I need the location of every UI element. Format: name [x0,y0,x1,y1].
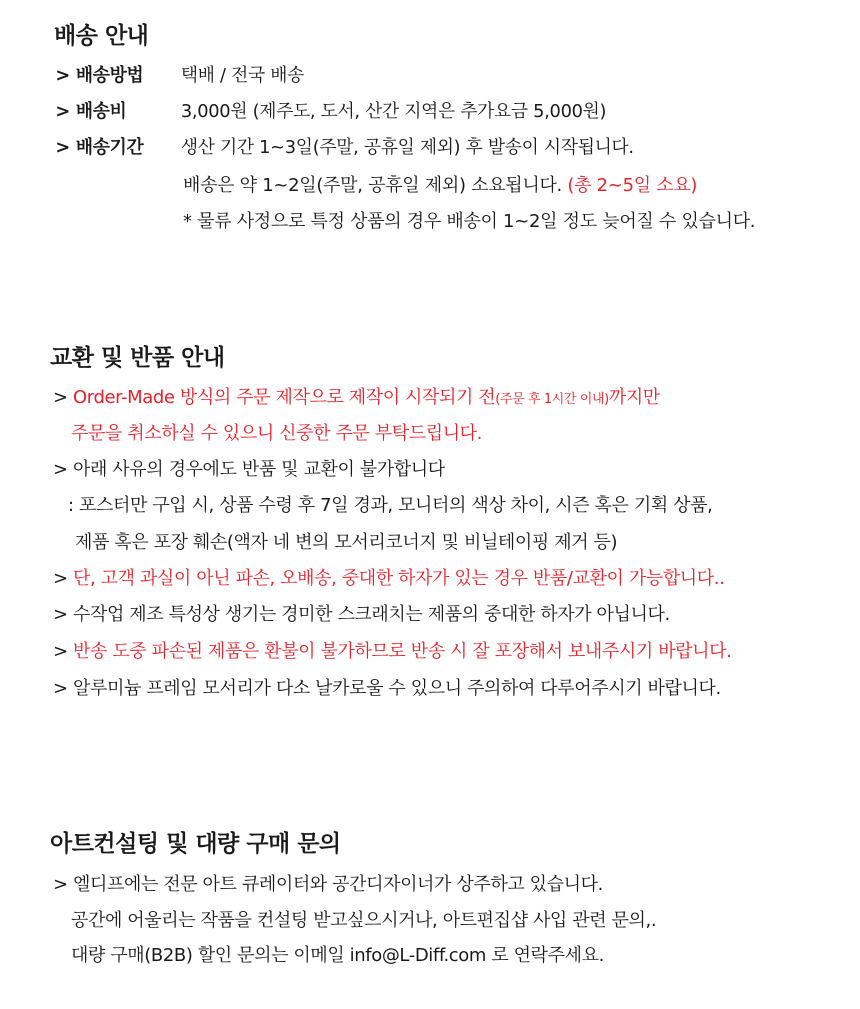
exchange-line-1-note: (주문 후 1시간 이내) [495,392,609,407]
exchange-line-1-prefix: > [53,387,68,408]
exchange-line-4: : 포스터만 구입 시, 상품 수령 후 7일 경과, 모니터의 색상 차이, 시즌 혹은 기획 상품, [68,495,713,516]
exchange-line-5: 제품 혹은 포장 훼손(액자 네 변의 모서리코너지 및 비닐테이핑 제거 등) [75,532,618,553]
exchange-line-8 [53,637,731,663]
consult-title: 아트컨설팅 및 대량 구매 문의 [50,831,341,857]
exchange-line-1-red: Order-Made 방식의 주문 제작으로 제작이 시작되기 전 [73,387,496,408]
exchange-line-6-red: 단, 고객 과실이 아닌 파손, 오배송, 중대한 하자가 있는 경우 반품/교환이 가능합니다.. [73,568,725,589]
exchange-line-1 [53,383,660,409]
exchange-line-6-prefix: > [53,568,68,589]
shipping-title: 배송 안내 [54,23,149,49]
exchange-title: 교환 및 반품 안내 [50,345,225,371]
shipping-period-row [0,133,850,157]
exchange-line-7: > 수작업 제조 특성상 생기는 경미한 스크래치는 제품의 중대한 하자가 아닙니다. [53,604,670,625]
exchange-line-3: > 아래 사유의 경우에도 반품 및 교환이 불가합니다 [53,459,445,480]
exchange-line-8-prefix: > [53,641,68,662]
shipping-total-period: (총 2~5일 소요) [567,175,698,196]
shipping-period-line1: 생산 기간 1~3일(주말, 공휴일 제외) 후 발송이 시작됩니다. [180,137,634,158]
consult-line-2: 공간에 어울리는 작품을 컨설팅 받고싶으시거나, 아트편집샵 사입 관련 문의,. [71,910,657,931]
exchange-line-8-red: 반송 도중 파손된 제품은 환불이 불가하므로 반송 시 잘 포장해서 보내주시기 바랍니다. [73,641,732,662]
consult-line-1: > 엘디프에는 전문 아트 큐레이터와 공간디자이너가 상주하고 있습니다. [53,874,603,895]
exchange-line-9: > 알루미늄 프레임 모서리가 다소 날카로울 수 있으니 주의하여 다루어주시기 바랍니다. [53,678,721,699]
shipping-method-value: 택배 / 전국 배송 [180,65,304,86]
shipping-period-line2-text: 배송은 약 1~2일(주말, 공휴일 제외) 소요됩니다. [183,175,562,196]
shipping-period-note: * 물류 사정으로 특정 상품의 경우 배송이 1~2일 정도 늦어질 수 있습니다. [183,211,756,232]
exchange-line-2: 주문을 취소하실 수 있으니 신중한 주문 부탁드립니다. [71,423,482,444]
exchange-line-1-end: 까지만 [608,387,660,408]
shipping-fee-label: > 배송비 [55,101,127,122]
shipping-period-label: > 배송기간 [55,137,144,158]
shipping-method-label: > 배송방법 [55,65,144,86]
shipping-period-line2 [183,171,697,197]
shipping-fee-value: 3,000원 (제주도, 도서, 산간 지역은 추가요금 5,000원) [180,101,607,122]
exchange-line-6 [53,564,724,590]
shipping-fee-row [0,97,850,121]
shipping-method-row [0,61,850,85]
consult-line-3: 대량 구매(B2B) 할인 문의는 이메일 info@L-Diff.com 로 연락주세요. [71,945,604,966]
